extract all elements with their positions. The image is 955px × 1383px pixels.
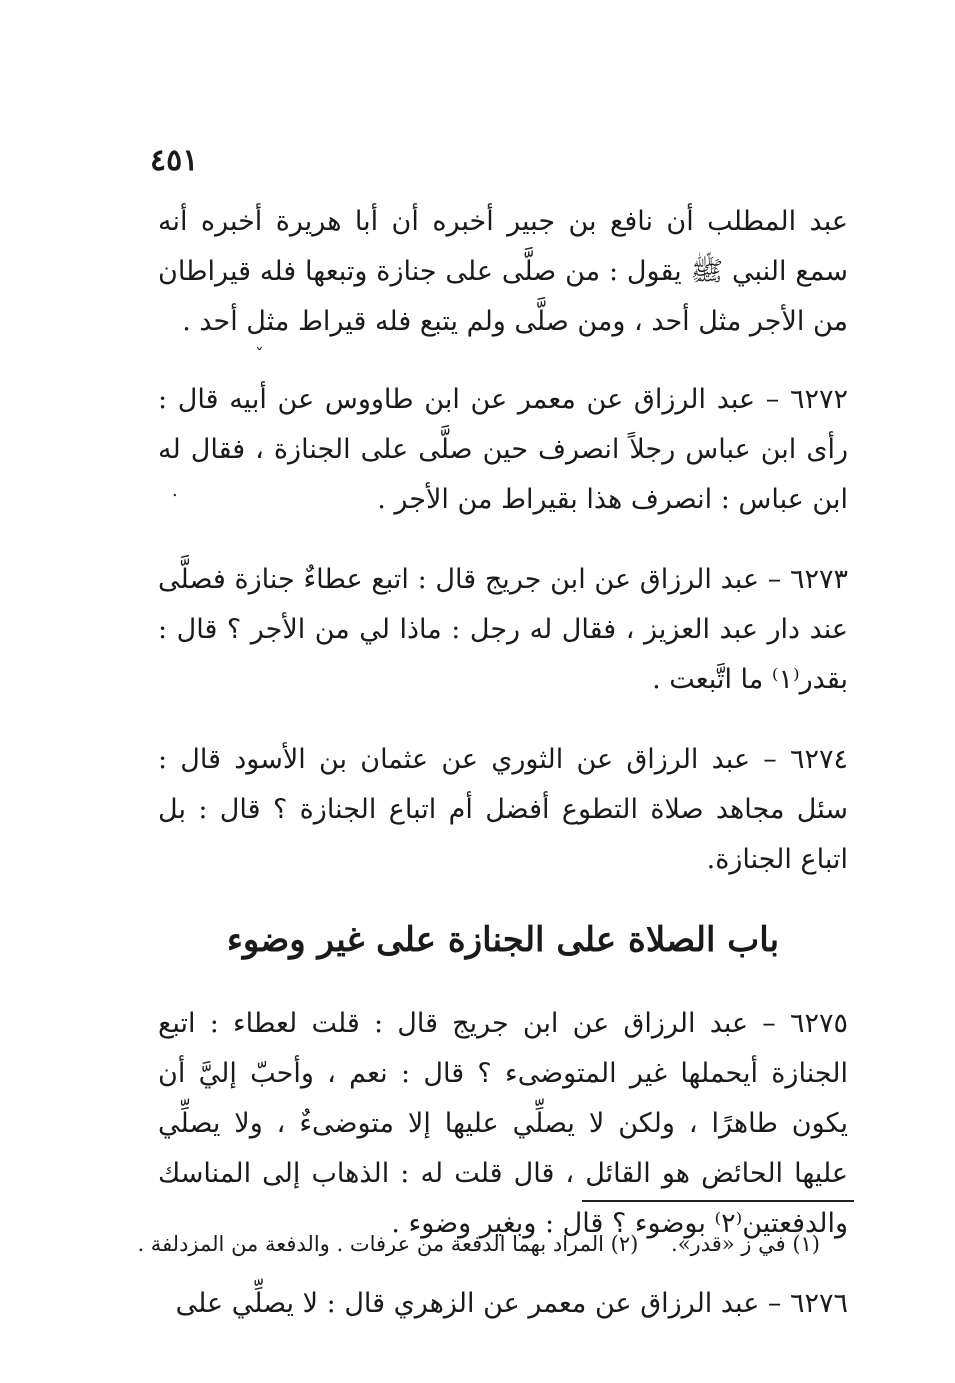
footnote-divider [582,1200,854,1202]
hadith-6273: ٦٢٧٣ – عبد الرزاق عن ابن جريج قال : اتبع عطاءٌ جنازة فصلَّى عند دار عبد العزيز ، فقال له رجل : ماذا لي من الأجر ؟ قال : بقدر⁽١⁾ ما اتَّبعت . [158,564,848,695]
footnotes [137,1226,820,1262]
chapter-heading: باب الصلاة على الجنازة على غير وضوء [226,920,780,960]
scan-speck: . [172,480,178,501]
page-number: ٤٥١ [150,143,199,178]
paragraph-continuation: عبد المطلب أن نافع بن جبير أخبره أن أبا هريرة أخبره أنه سمع النبي ﷺ يقول : من صلَّى على جنازة وتبعها فله قيراطان من الأجر مثل أحد ، ومن صلَّى ولم يتبع فله قيراط مثل أحد . [158,206,848,337]
hadith-6276: ٦٢٧٦ – عبد الرزاق عن معمر عن الزهري قال : لا يصلِّي على [175,1288,848,1319]
footnote-2: (٢) المراد بهما الدفعة من عرفات . والدفعة من المزدلفة . [137,1232,639,1256]
main-text [158,197,848,1359]
hadith-6272: ٦٢٧٢ – عبد الرزاق عن معمر عن ابن طاووس عن أبيه قال : رأى ابن عباس رجلاً انصرف حين صلَّى على الجنازة ، فقال له ابن عباس : انصرف هذا بقيراط من الأجر . [158,384,848,515]
scan-speck: ˇ [255,345,264,366]
hadith-6274: ٦٢٧٤ – عبد الرزاق عن الثوري عن عثمان بن الأسود قال : سئل مجاهد صلاة التطوع أفضل أم اتباع الجنازة ؟ قال : بل اتباع الجنازة. [158,744,848,875]
footnote-1: (١) في ز «قدر». [671,1232,820,1256]
hadith-6275: ٦٢٧٥ – عبد الرزاق عن ابن جريج قال : قلت لعطاء : اتبع الجنازة أيحملها غير المتوضىء ؟ قال : نعم ، وأحبّ إليَّ أن يكون طاهرًا ، ولكن لا يصلِّي عليها إلا متوضىءٌ ، ولا يصلِّي عليها الحائض هو القائل ، قال قلت له : الذهاب إلى المناسك والدفعتين⁽٢⁾ بوضوء ؟ قال : وبغير وضوء . [158,1008,848,1239]
